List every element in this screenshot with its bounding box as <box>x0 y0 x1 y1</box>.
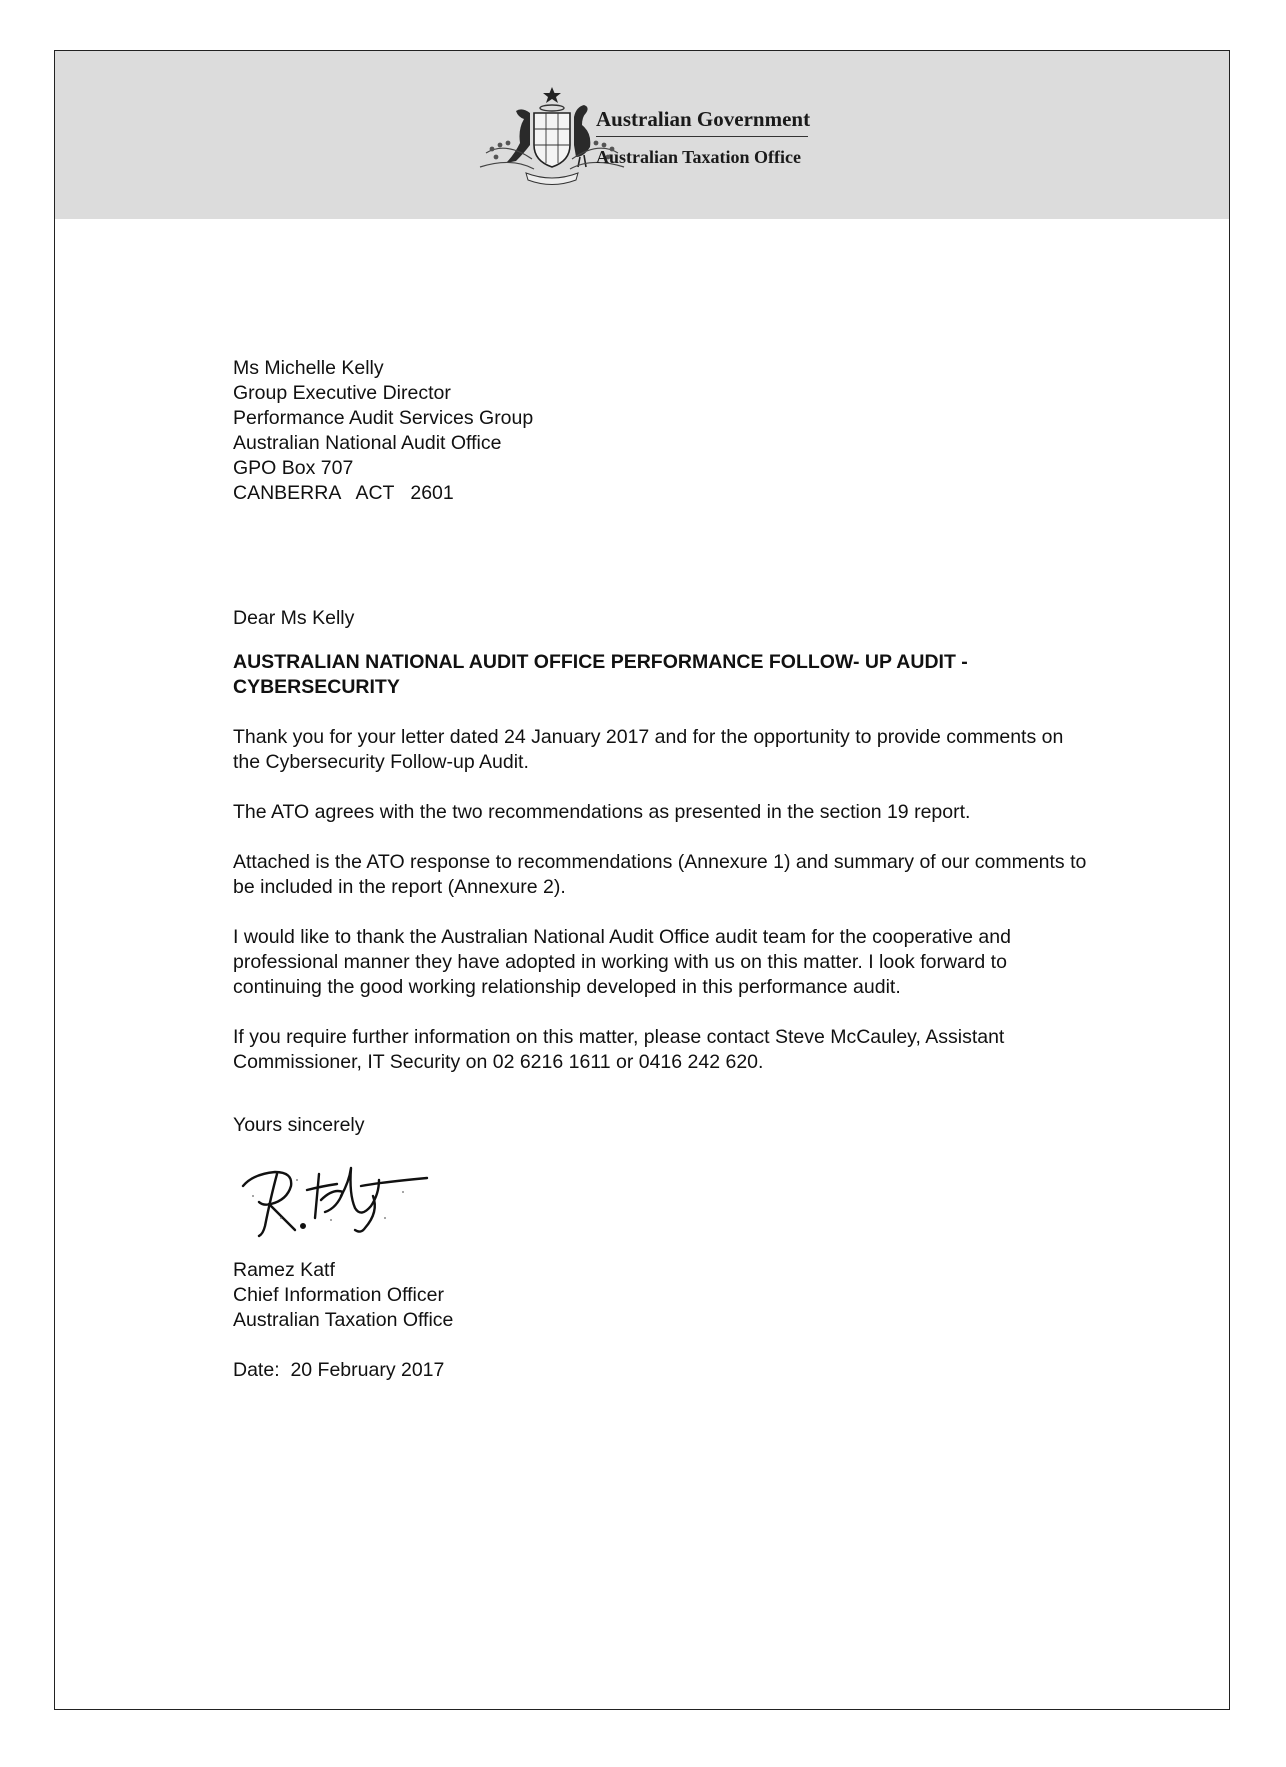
salutation: Dear Ms Kelly <box>233 607 355 629</box>
coat-of-arms-icon <box>472 83 632 187</box>
paragraph: The ATO agrees with the two recommendations as presented in the section 19 report. <box>233 801 971 823</box>
letter-page <box>54 50 1230 1710</box>
paragraph: Attached is the ATO response to recommendations (Annexure 1) and summary of our comments to be included in the report (Annexure 2). <box>233 851 1087 898</box>
paragraph: Thank you for your letter dated 24 January 2017 and for the opportunity to provide comments on the Cybersecurity Follow-up Audit. <box>233 726 1064 773</box>
signatory-organisation: Australian Taxation Office <box>233 1309 454 1331</box>
paragraph: If you require further information on this matter, please contact Steve McCauley, Assistant Commissioner, IT Security on 02 6216 1611 or 0416 242 620. <box>233 1026 1005 1073</box>
agency-name: Australian Taxation Office <box>596 147 802 167</box>
letter-date: Date: 20 February 2017 <box>233 1359 445 1381</box>
letterhead-divider <box>596 136 808 137</box>
recipient-organisation: Australian National Audit Office <box>233 432 502 454</box>
recipient-city: CANBERRA ACT 2601 <box>233 482 454 504</box>
closing: Yours sincerely <box>233 1114 365 1136</box>
recipient-group: Performance Audit Services Group <box>233 407 534 429</box>
recipient-name: Ms Michelle Kelly <box>233 357 384 379</box>
signature-icon <box>233 1156 433 1244</box>
letterhead-band <box>55 51 1229 219</box>
letter-body <box>233 356 1113 1383</box>
paragraph: I would like to thank the Australian National Audit Office audit team for the cooperative and professional manner they have adopted in working with us on this matter. I look forward to continuing the good working relationship developed in this performance audit. <box>233 926 1011 998</box>
subject-line: AUSTRALIAN NATIONAL AUDIT OFFICE PERFORMANCE FOLLOW- UP AUDIT - CYBERSECURITY <box>233 651 968 698</box>
government-name: Australian Government <box>596 107 811 131</box>
recipient-title: Group Executive Director <box>233 382 451 404</box>
recipient-po-box: GPO Box 707 <box>233 457 354 479</box>
signatory-block <box>233 1258 1113 1333</box>
recipient-address <box>233 356 1113 506</box>
signatory-title: Chief Information Officer <box>233 1284 444 1306</box>
signatory-name: Ramez Katf <box>233 1259 335 1281</box>
